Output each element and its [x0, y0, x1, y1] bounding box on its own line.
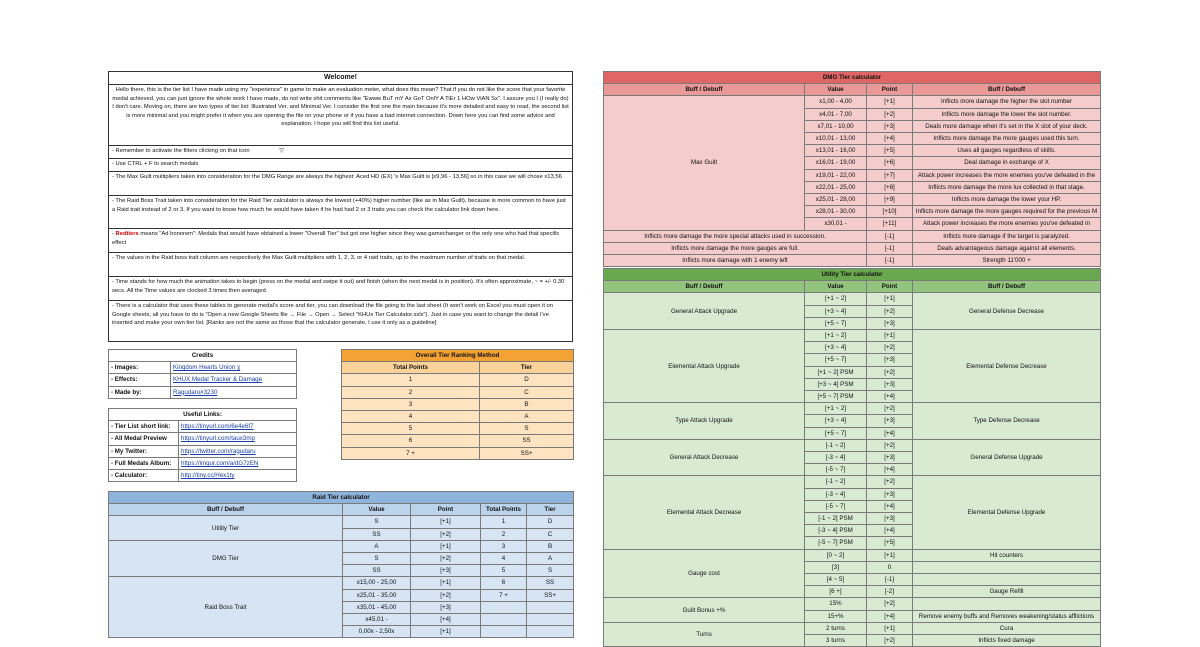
- util-value: [0 ~ 2]: [805, 549, 867, 561]
- util-buff-name: Gauge cost: [604, 549, 805, 598]
- table-row: [342, 374, 574, 386]
- raid-point: [+3]: [411, 565, 481, 577]
- time-tip: - Time stands for how much the animation takes to begin (press on the medal and swipe it out) and finish (when the next medal is in position). It's often approximate, ~ = +/- 0.30 secs. All the Time values are clocked 3 times then averaged.: [108, 277, 573, 301]
- util-point: [+1]: [867, 330, 913, 342]
- util-point: [+3]: [867, 317, 913, 329]
- dmg-col-buff: Buff / Debuff: [604, 84, 805, 96]
- credit-value: [171, 374, 297, 386]
- useful-link[interactable]: http://tiny.cc/Hex1ty: [181, 472, 235, 480]
- dmg-extra-effect-right: Strength 11'000 +: [913, 255, 1101, 267]
- util-value: [+3 ~ 4]: [805, 305, 867, 317]
- dmg-value: x25,01 - 28,00: [805, 194, 867, 206]
- util-point: [+2]: [867, 476, 913, 488]
- dmg-effect: Inflicts more damage the lower the slot number.: [913, 108, 1101, 120]
- dmg-value: x10,01 - 13,00: [805, 133, 867, 145]
- dmg-effect: Inflicts more damage the higher the slot number: [913, 96, 1101, 108]
- table-row: [109, 516, 574, 528]
- raid-empty: [481, 626, 527, 638]
- dmg-value: x4,01 - 7,00: [805, 108, 867, 120]
- dmg-title: DMG Tier calculator: [604, 72, 1101, 84]
- util-value: [-3 ~ 4]: [805, 488, 867, 500]
- useful-link[interactable]: https://tinyurl.com/taux3mp: [181, 435, 255, 443]
- raid-value: 0,00x - 2,50x: [343, 626, 411, 638]
- dmg-effect: Inflicts more damage the more gauges used this turn.: [913, 133, 1101, 145]
- util-buff-name: Guilt Bonus +%: [604, 598, 805, 622]
- links-title: Useful Links:: [109, 409, 297, 421]
- raid-point: [+3]: [411, 601, 481, 613]
- raid-tier: B: [527, 540, 574, 552]
- util-point: [+3]: [867, 513, 913, 525]
- util-right-effect: [913, 561, 1101, 573]
- table-row: [604, 242, 1101, 254]
- util-value: [+1 ~ 2]: [805, 403, 867, 415]
- table-row: [342, 398, 574, 410]
- util-value: [-3 ~ 4]: [805, 452, 867, 464]
- raid-col-point: Point: [411, 504, 481, 516]
- util-value: [-5 ~ 7] PSM: [805, 537, 867, 549]
- raid-value: A: [343, 540, 411, 552]
- credit-link[interactable]: KHUX Medal Tracker & Damage: [173, 376, 263, 384]
- util-point: [-2]: [867, 586, 913, 598]
- raid-tier: S: [527, 565, 574, 577]
- util-right-effect: Inflicts fixed damage: [913, 635, 1101, 647]
- raid-value: x45,01 -: [343, 614, 411, 626]
- table-row: [109, 470, 297, 482]
- util-point: [+4]: [867, 464, 913, 476]
- useful-link[interactable]: https://tinyurl.com/6e4e6f7: [181, 423, 254, 431]
- table-row: [109, 445, 297, 457]
- overall-col-points: Total Points: [342, 362, 480, 374]
- credit-link[interactable]: Ragudaru#3230: [173, 388, 218, 396]
- link-label: - Tier List short link:: [109, 421, 179, 433]
- dmg-value: x16,01 - 19,00: [805, 157, 867, 169]
- util-point: [+3]: [867, 488, 913, 500]
- util-point: [+2]: [867, 305, 913, 317]
- util-point: [+3]: [867, 452, 913, 464]
- overall-points: 1: [342, 374, 480, 386]
- util-point: [+2]: [867, 342, 913, 354]
- table-row: [109, 457, 297, 469]
- dmg-effect: Inflicts more damage the lower your HP.: [913, 194, 1101, 206]
- useful-link[interactable]: https://twitter.com/ragudaru: [181, 447, 256, 455]
- raid-buff-name: Utility Tier: [109, 516, 343, 540]
- util-right-effect: Hit counters: [913, 549, 1101, 561]
- dmg-extra-effect: Inflicts more damage with 1 enemy left: [604, 255, 867, 267]
- util-value: [4 ~ 5]: [805, 574, 867, 586]
- dmg-point: [+10]: [867, 206, 913, 218]
- raid-total-points: 4: [481, 553, 527, 565]
- dmg-point: [+8]: [867, 181, 913, 193]
- credit-value: [171, 362, 297, 374]
- table-row: [604, 403, 1101, 415]
- dmg-tier-panel: [603, 71, 1100, 267]
- raid-value: SS: [343, 565, 411, 577]
- raid-title: Raid Tier calculator: [109, 492, 574, 504]
- overall-points: 5: [342, 423, 480, 435]
- table-row: [604, 255, 1101, 267]
- util-value: [+3 ~ 4]: [805, 415, 867, 427]
- calculator-tip: - There is a calculator that uses these tables to generate medal's score and tier, you can download the file going to the last sheet (It won't work on Excel you must open it on Google sheets, all you have to do is "Open a new Google Sheets file → File → Open → Select "KHUx Tier Calculator.xslx"). Just in case you want to change the detail I've inserted and make your own tier list. [Ranks are not the same as those that the calculator generate, I use it only as a guideline]: [108, 301, 573, 342]
- util-value: 15%: [805, 598, 867, 610]
- credit-link[interactable]: Kingdom Hearts Union χ: [173, 364, 241, 372]
- util-value: [-1 ~ 2]: [805, 439, 867, 451]
- util-value: [+1 ~ 2]: [805, 293, 867, 305]
- welcome-panel: [108, 71, 573, 342]
- util-point: [+3]: [867, 378, 913, 390]
- util-right-effect: Remove enemy buffs and Removes weakening/status afflictions: [913, 610, 1101, 622]
- util-point: [+2]: [867, 366, 913, 378]
- filters-tip-text: - Remember to activate the filters clicking on that icon: [112, 148, 250, 154]
- util-point: [+1]: [867, 622, 913, 634]
- dmg-value: x28,01 - 30,00: [805, 206, 867, 218]
- welcome-title: Welcome!: [108, 71, 573, 85]
- dmg-point: [+7]: [867, 169, 913, 181]
- util-value: [+5 ~ 7]: [805, 354, 867, 366]
- dmg-extra-point: [-1]: [867, 242, 913, 254]
- util-value: 2 turns: [805, 622, 867, 634]
- util-right-effect: Gauge Refill: [913, 586, 1101, 598]
- max-guilt-tip: - The Max Guilt multipliers taken into consideration for the DMG Range are always the highest: Aced HD (EX) 's Max Guilt is [x9,96 - 13,56] so in this case we will chose x13,56: [108, 172, 573, 196]
- raid-total-points: 2: [481, 528, 527, 540]
- link-value: [179, 470, 297, 482]
- dmg-effect: Deals more damage when it's set in the X slot of your deck.: [913, 120, 1101, 132]
- util-right-effect: [913, 574, 1101, 586]
- table-row: [604, 439, 1101, 451]
- raid-point: [+1]: [411, 516, 481, 528]
- table-row: [604, 598, 1101, 610]
- table-row: [604, 330, 1101, 342]
- util-value: 15+%: [805, 610, 867, 622]
- dmg-effect: Attack power increases the more enemies you've defeated in: [913, 218, 1101, 230]
- dmg-col-point: Point: [867, 84, 913, 96]
- raid-buff-name: Raid Boss Trait: [109, 577, 343, 638]
- overall-points: 2: [342, 386, 480, 398]
- util-point: [+4]: [867, 500, 913, 512]
- util-title: Utility Tier calculator: [604, 269, 1101, 281]
- dmg-extra-point: [-1]: [867, 230, 913, 242]
- util-col-buff2: Buff / Debuff: [913, 281, 1101, 293]
- table-row: [604, 96, 1101, 108]
- util-value: [-5 ~ 7]: [805, 500, 867, 512]
- max-guilt-label: Max Guilt: [604, 96, 805, 230]
- util-value: [-3 ~ 4] PSM: [805, 525, 867, 537]
- util-buff-name: Type Attack Upgrade: [604, 403, 805, 440]
- util-value: [3]: [805, 561, 867, 573]
- raid-boss-tip: - The Raid Boss Trait taken into consideration for the Raid Tier calculator is always the lowest (+40%) higher number (like as in Max Guilt), because is more common to have just a Raid trait instead of 2 or 3. If you want to know how much he would have taken if he had had 2 or 3 traits you can check the calculator link down here.: [108, 196, 573, 229]
- util-right-name: General Defense Decrease: [913, 293, 1101, 330]
- dmg-col-value: Value: [805, 84, 867, 96]
- overall-points: 7 +: [342, 447, 480, 459]
- util-value: [-1 ~ 2] PSM: [805, 513, 867, 525]
- util-value: [+5 ~ 7]: [805, 427, 867, 439]
- raid-total-points: 5: [481, 565, 527, 577]
- dmg-value: x13,01 - 16,00: [805, 145, 867, 157]
- dmg-extra-effect-right: Deals advantageous damage against all elements.: [913, 242, 1101, 254]
- raid-total-points: 7 +: [481, 589, 527, 601]
- credit-label: - Effects:: [109, 374, 171, 386]
- link-label: - My Twitter:: [109, 445, 179, 457]
- util-buff-name: Elemental Attack Upgrade: [604, 330, 805, 403]
- overall-title: Overall Tier Ranking Method: [342, 350, 574, 362]
- raid-value: x35,01 - 45,00: [343, 601, 411, 613]
- overall-tier-panel: [341, 349, 573, 460]
- link-value: [179, 457, 297, 469]
- credits-panel: [108, 349, 296, 399]
- credit-value: [171, 386, 297, 398]
- dmg-point: [+3]: [867, 120, 913, 132]
- table-row: [109, 433, 297, 445]
- table-row: [109, 577, 574, 589]
- raid-tier: A: [527, 553, 574, 565]
- dmg-extra-effect: Inflicts more damage the more gauges are full.: [604, 242, 867, 254]
- util-point: [+3]: [867, 415, 913, 427]
- dmg-point: [+2]: [867, 108, 913, 120]
- table-row: [342, 386, 574, 398]
- credits-title: Credits: [109, 350, 297, 362]
- util-point: [+4]: [867, 391, 913, 403]
- util-right-name: General Defense Upgrade: [913, 439, 1101, 476]
- util-col-buff: Buff / Debuff: [604, 281, 805, 293]
- raid-value: x25,01 - 35,00: [343, 589, 411, 601]
- raid-point: [+2]: [411, 528, 481, 540]
- util-point: [+3]: [867, 354, 913, 366]
- table-row: [604, 549, 1101, 561]
- overall-tier: C: [480, 386, 574, 398]
- raid-buff-name: DMG Tier: [109, 540, 343, 577]
- table-row: [342, 447, 574, 459]
- dmg-point: [+1]: [867, 96, 913, 108]
- dmg-point: [+4]: [867, 133, 913, 145]
- overall-col-tier: Tier: [480, 362, 574, 374]
- util-right-name: Elemental Defense Decrease: [913, 330, 1101, 403]
- raid-value: SS: [343, 528, 411, 540]
- raid-empty: [527, 601, 574, 613]
- util-point: [+5]: [867, 537, 913, 549]
- redtiers-label: Redtiers: [115, 231, 139, 237]
- redtiers-text: means "Ad honorem": Medals that would have obtained a lower "Overall Tier" but got one higher since they was gamechanger or the only one who had that specific effect: [112, 231, 560, 246]
- dmg-effect: Inflicts more damage the more lux collected in that stage.: [913, 181, 1101, 193]
- link-label: - Calculator:: [109, 470, 179, 482]
- util-point: [+4]: [867, 610, 913, 622]
- link-value: [179, 433, 297, 445]
- util-value: 3 turns: [805, 635, 867, 647]
- dmg-value: x30,01 -: [805, 218, 867, 230]
- table-row: [109, 421, 297, 433]
- table-row: [109, 362, 297, 374]
- raid-empty: [481, 601, 527, 613]
- dmg-value: x19,01 - 22,00: [805, 169, 867, 181]
- dmg-extra-effect-right: Inflicts more damage if the target is paralyzed.: [913, 230, 1101, 242]
- util-value: [6 +]: [805, 586, 867, 598]
- util-right-effect: [913, 598, 1101, 610]
- overall-points: 4: [342, 411, 480, 423]
- util-point: [+2]: [867, 403, 913, 415]
- table-row: [109, 540, 574, 552]
- raid-total-points: 6: [481, 577, 527, 589]
- dmg-extra-point: [-1]: [867, 255, 913, 267]
- overall-tier: D: [480, 374, 574, 386]
- util-point: [+2]: [867, 635, 913, 647]
- dmg-value: x7,01 - 10,00: [805, 120, 867, 132]
- overall-tier: A: [480, 411, 574, 423]
- util-buff-name: Elemental Attack Decrease: [604, 476, 805, 549]
- raid-value: S: [343, 553, 411, 565]
- util-col-point: Point: [867, 281, 913, 293]
- overall-points: 3: [342, 398, 480, 410]
- dmg-effect: Attack power increases the more enemies you've defeated in the: [913, 169, 1101, 181]
- util-value: [+5 ~ 7]: [805, 317, 867, 329]
- dmg-point: [+5]: [867, 145, 913, 157]
- overall-tier: SS+: [480, 447, 574, 459]
- overall-tier: SS: [480, 435, 574, 447]
- table-row: [604, 622, 1101, 634]
- util-value: [+3 ~ 4]: [805, 342, 867, 354]
- raid-tier: SS: [527, 577, 574, 589]
- util-value: [+1 ~ 2]: [805, 330, 867, 342]
- dmg-value: x22,01 - 25,00: [805, 181, 867, 193]
- overall-tier: B: [480, 398, 574, 410]
- funnel-icon[interactable]: ▽: [279, 148, 284, 154]
- raid-col-buff: Buff / Debuff: [109, 504, 343, 516]
- dmg-point: [+11]: [867, 218, 913, 230]
- raid-total-points: 3: [481, 540, 527, 552]
- util-point: [+1]: [867, 293, 913, 305]
- util-buff-name: General Attack Decrease: [604, 439, 805, 476]
- dmg-extra-effect: Inflicts more damage the more special attacks used in succession.: [604, 230, 867, 242]
- util-right-name: Type Defense Decrease: [913, 403, 1101, 440]
- overall-tier: S: [480, 423, 574, 435]
- raid-point: [+1]: [411, 540, 481, 552]
- raid-point: [+2]: [411, 589, 481, 601]
- filters-tip: [108, 146, 573, 159]
- welcome-intro: Hello there, this is the tier list I have made using my "experience" in game to make an evaluation meter, what does this mean? That if you do not like the score that your favorite medal achieved, you can just ignore the whole work I have made, do not write shit comments like "Ewww BuT mY Ax GoT OnlY A TiEr 1 HOw ViAN Sx". I assure you I (I really do) I don't care. Moving on, there are two types of tier list: Illustrated Ver. and Minimal Ver. I consider the first one the main because it's more detailed and easy to read, the second list is more minimal and you might prefer it when you are opening the file on your phone or if you have a bad internet connection. Down here you can find some advice and explanation. I hope you will find this list useful.: [108, 85, 573, 146]
- link-value: [179, 445, 297, 457]
- raid-empty: [527, 626, 574, 638]
- raid-values-tip: - The values in the Raid boss trait column are respectively the Max Guilt multipliers with 1, 2, 3, or 4 raid traits, up to the maximum number of traits on that medal.: [108, 253, 573, 277]
- search-tip: - Use CTRL + F to search medals: [108, 159, 573, 172]
- util-value: [+1 ~ 2] PSM: [805, 366, 867, 378]
- util-value: [+3 ~ 4] PSM: [805, 378, 867, 390]
- util-point: [+1]: [867, 549, 913, 561]
- raid-value: S: [343, 516, 411, 528]
- raid-col-total: Total Points: [481, 504, 527, 516]
- dmg-effect: Inflicts more damage the more gauges required for the previous M: [913, 206, 1101, 218]
- table-row: [342, 435, 574, 447]
- table-row: [109, 386, 297, 398]
- table-row: [604, 476, 1101, 488]
- util-point: [+4]: [867, 525, 913, 537]
- utility-tier-panel: [603, 268, 1100, 647]
- util-point: 0: [867, 561, 913, 573]
- dmg-effect: Uses all gauges regardless of skills.: [913, 145, 1101, 157]
- util-point: [+2]: [867, 439, 913, 451]
- raid-tier: SS+: [527, 589, 574, 601]
- dmg-value: x1,00 - 4,00: [805, 96, 867, 108]
- credit-label: - Made by:: [109, 386, 171, 398]
- util-value: [-5 ~ 7]: [805, 464, 867, 476]
- useful-link[interactable]: https://imgur.com/a/dG7zEN: [181, 459, 259, 467]
- util-value: [+5 ~ 7] PSM: [805, 391, 867, 403]
- raid-tier-panel: [108, 491, 573, 638]
- table-row: [604, 230, 1101, 242]
- raid-point: [+4]: [411, 614, 481, 626]
- redtiers-tip: - Redtiers means "Ad honorem": Medals that would have obtained a lower "Overall Tier" but got one higher since they was gamechanger or the only one who had that specific effect: [108, 229, 573, 253]
- util-value: [-1 ~ 2]: [805, 476, 867, 488]
- links-panel: [108, 408, 296, 482]
- util-point: [-1]: [867, 574, 913, 586]
- raid-point: [+1]: [411, 626, 481, 638]
- dmg-effect: Deal damage in exchange of X: [913, 157, 1101, 169]
- util-point: [+4]: [867, 427, 913, 439]
- table-row: [342, 411, 574, 423]
- raid-point: [+1]: [411, 577, 481, 589]
- raid-total-points: 1: [481, 516, 527, 528]
- util-col-value: Value: [805, 281, 867, 293]
- raid-point: [+2]: [411, 553, 481, 565]
- util-point: [+2]: [867, 598, 913, 610]
- util-buff-name: General Attack Upgrade: [604, 293, 805, 330]
- table-row: [342, 423, 574, 435]
- link-label: - All Medal Preview: [109, 433, 179, 445]
- credit-label: - Images:: [109, 362, 171, 374]
- overall-points: 6: [342, 435, 480, 447]
- dmg-point: [+9]: [867, 194, 913, 206]
- util-buff-name: Turns: [604, 622, 805, 646]
- link-value: [179, 421, 297, 433]
- table-row: [604, 293, 1101, 305]
- util-right-name: Elemental Defense Upgrade: [913, 476, 1101, 549]
- raid-col-value: Value: [343, 504, 411, 516]
- dmg-col-buff2: Buff / Debuff: [913, 84, 1101, 96]
- raid-tier: C: [527, 528, 574, 540]
- raid-empty: [481, 614, 527, 626]
- raid-empty: [527, 614, 574, 626]
- link-label: - Full Medals Album:: [109, 457, 179, 469]
- util-right-effect: Cura: [913, 622, 1101, 634]
- raid-value: x15,00 - 25,00: [343, 577, 411, 589]
- table-row: [109, 374, 297, 386]
- raid-col-tier: Tier: [527, 504, 574, 516]
- dmg-point: [+6]: [867, 157, 913, 169]
- raid-tier: D: [527, 516, 574, 528]
